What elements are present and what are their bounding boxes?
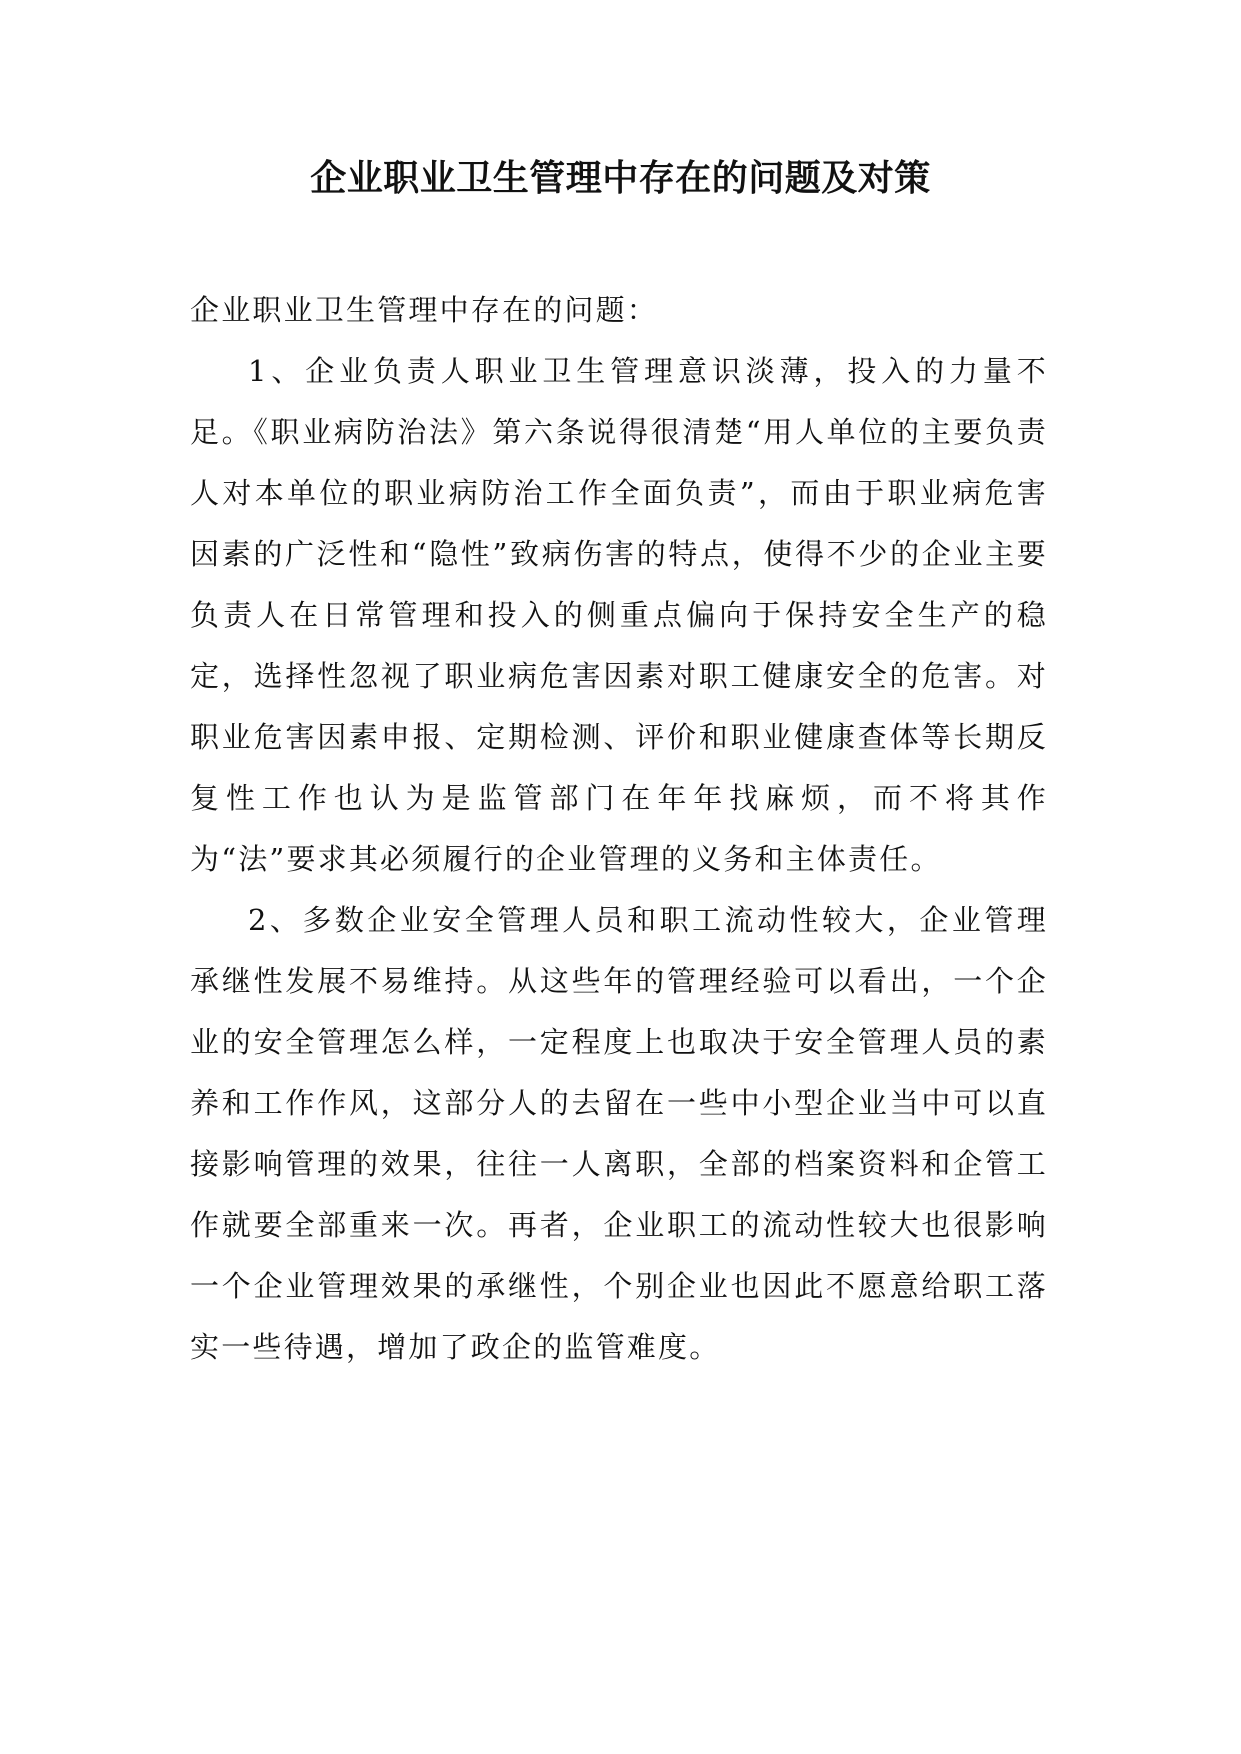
document-body: [190, 280, 1048, 1378]
paragraph-2: 2、多数企业安全管理人员和职工流动性较大，企业管理承继性发展不易维持。从这些年的管理经验可以看出，一个企业的安全管理怎么样，一定程度上也取决于安全管理人员的素养和工作作风，这部分人的去留在一些中小型企业当中可以直接影响管理的效果，往往一人离职，全部的档案资料和企管工作就要全部重来一次。再者，企业职工的流动性较大也很影响一个企业管理效果的承继性，个别企业也因此不愿意给职工落实一些待遇，增加了政企的监管难度。: [190, 903, 1048, 1364]
paragraph-1: 1、企业负责人职业卫生管理意识淡薄，投入的力量不足。《职业病防治法》第六条说得很清楚“用人单位的主要负责人对本单位的职业病防治工作全面负责”，而由于职业病危害因素的广泛性和“隐性”致病伤害的特点，使得不少的企业主要负责人在日常管理和投入的侧重点偏向于保持安全生产的稳定，选择性忽视了职业病危害因素对职工健康安全的危害。对职业危害因素申报、定期检测、评价和职业健康查体等长期反复性工作也认为是监管部门在年年找麻烦，而不将其作为“法”要求其必须履行的企业管理的义务和主体责任。: [190, 354, 1048, 876]
section-heading: 企业职业卫生管理中存在的问题：: [190, 293, 659, 327]
document-title: 企业职业卫生管理中存在的问题及对策: [310, 157, 931, 199]
